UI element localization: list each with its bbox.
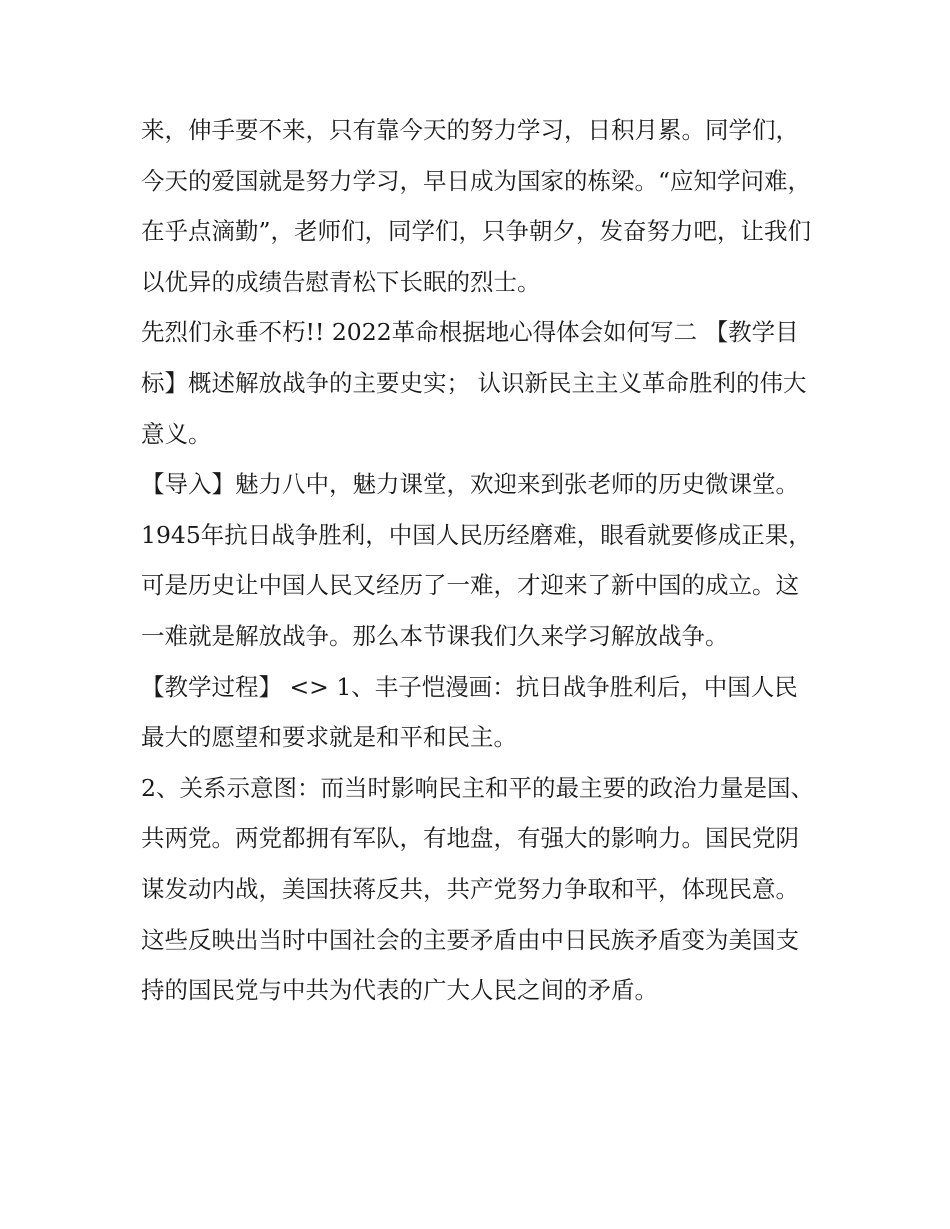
paragraph-teaching-process: 【教学过程】 <> 1、丰子恺漫画：抗日战争胜利后，中国人民最大的愿望和要求就是和平和民主。 xyxy=(141,672,798,752)
document-body xyxy=(141,105,821,1016)
paragraph-continuation: 来，伸手要不来，只有靠今天的努力学习，日积月累。同学们，今天的爱国就是努力学习，早日成为国家的栋梁。“应知学问难，在乎点滴勤”，老师们，同学们，只争朝夕，发奋努力吧，让我们以优异的成绩告慰青松下长眠的烈士。 xyxy=(141,116,812,296)
paragraph-history-1945: 1945年抗日战争胜利，中国人民历经磨难，眼看就要修成正果，可是历史让中国人民又经历了一难，才迎来了新中国的成立。这一难就是解放战争。那么本节课我们久来学习解放战争。 xyxy=(141,520,812,650)
paragraph-relationship-diagram: 2、关系示意图：而当时影响民主和平的最主要的政治力量是国、共两党。两党都拥有军队，有地盘，有强大的影响力。国民党阴谋发动内战，美国扶蒋反共，共产党努力争取和平，体现民意。这些反映出当时中国社会的主要矛盾由中日民族矛盾变为美国支持的国民党与中共为代表的广大人民之间的矛盾。 xyxy=(141,773,814,1005)
paragraph-title-objectives: 先烈们永垂不朽!! 2022革命根据地心得体会如何写二 【教学目标】概述解放战争的主要史实； 认识新民主主义革命胜利的伟大意义。 xyxy=(141,318,807,448)
paragraph-introduction: 【导入】魅力八中，魅力课堂，欢迎来到张老师的历史微课堂。 xyxy=(141,470,799,499)
